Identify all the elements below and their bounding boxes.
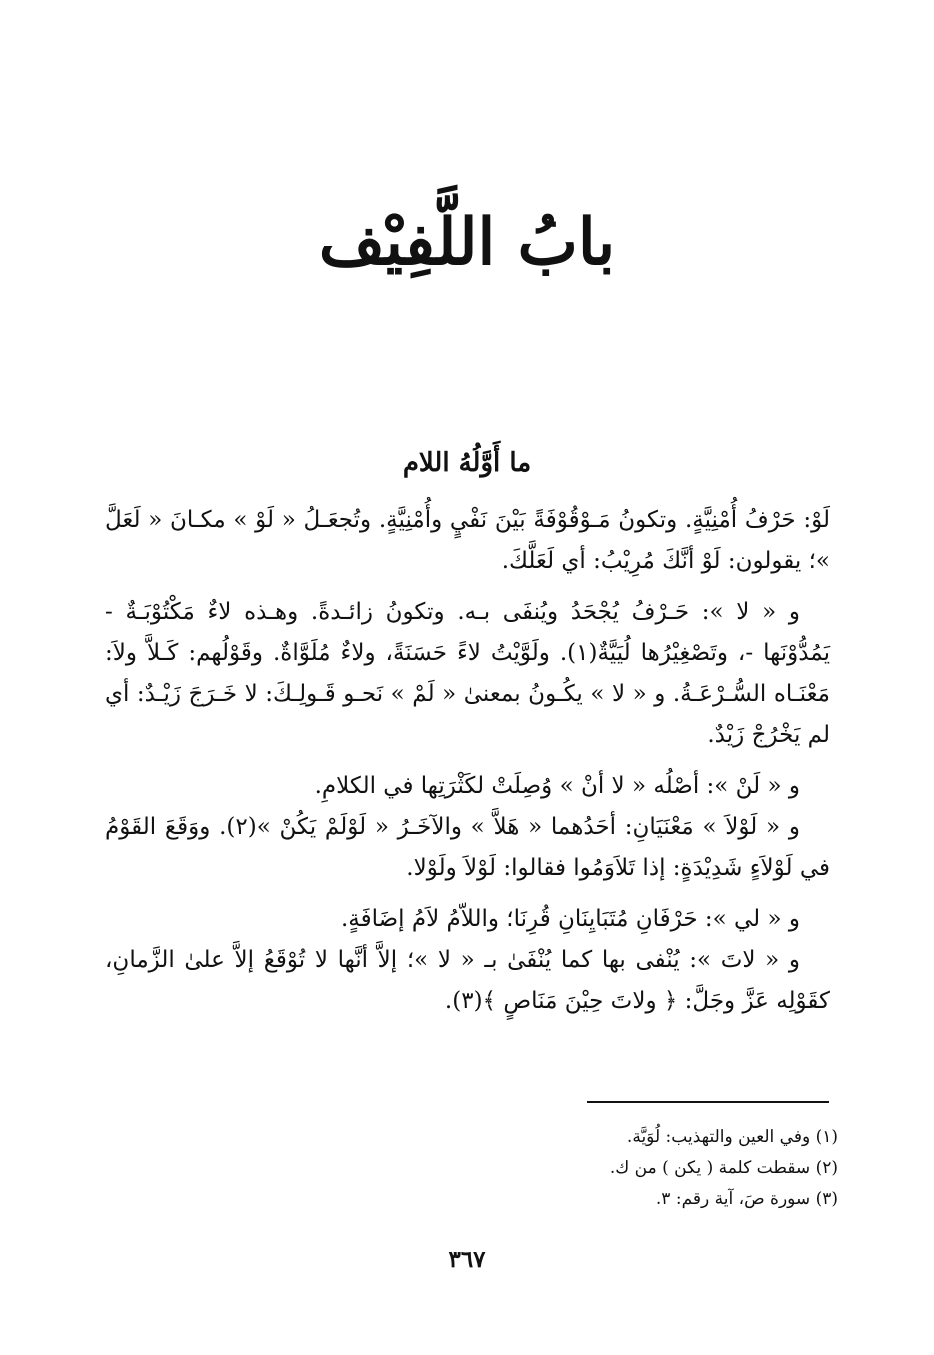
footnote-1: (١) وفي العين والتهذيب: لُوَيَّة.: [626, 1127, 838, 1147]
footnote-3: (٣) سورة صَ، آية رقم: ٣.: [655, 1189, 838, 1209]
footnotes: [338, 1122, 838, 1215]
paragraph-li: و « لي »: حَرْفَانِ مُتَبَايِنَانِ قُرِنَا؛ واللاّمُ لاَمُ إضَافَةٍ.: [340, 906, 800, 932]
paragraph-law: لَوْ: حَرْفُ أُمْنِيَّةٍ. وتكونُ مَـوْقُوْفَةً بَيْنَ نَفْيٍ وأُمْنِيَّةٍ. وتُجعَـلُ « لَوْ » مكـانَ « لَعَلَّ »؛ يقولون: لَوْ أنَّكَ مُرِيْبُ: أي لَعَلَّكَ.: [105, 507, 830, 574]
page-number: ٣٦٧: [448, 1246, 486, 1273]
footnote-2: (٢) سقطت كلمة ( يكن ) من ك.: [609, 1158, 838, 1178]
paragraph-lawla: و « لَوْلاَ » مَعْنَيَانِ: أحَدُهما « هَلاَّ » والآخَـرُ « لَوْلَمْ يَكُنْ »(٢). ووَقَعَ القَوْمُ في لَوْلاَءٍ شَدِيْدَةٍ: إذا تَلاَوَمُوا فقالوا: لَوْلاَ ولَوْلا.: [105, 814, 830, 881]
paragraph-lan: و « لَنْ »: أصْلُه « لا أنْ » وُصِلَتْ لكَثْرَتِها في الكلامِ.: [314, 773, 800, 799]
chapter-title: بابُ اللَّفِيْف: [318, 205, 616, 280]
paragraph-lata: و « لاتَ »: يُنْفى بها كما يُنْفَىٰ بـ « لا »؛ إلاَّ أنَّها لا تُوْقَعُ إلاَّ علىٰ الزَّمانِ، كقَوْلِه عَزَّ وجَلَّ: ﴿ ولاتَ حِيْنَ مَنَاصٍ ﴾(٣).: [105, 947, 830, 1014]
body-text: [105, 500, 830, 1022]
section-heading: ما أَوَّلُهُ اللام: [402, 448, 532, 478]
footnote-divider: [587, 1101, 829, 1103]
paragraph-la: و « لا »: حَـرْفُ يُجْحَدُ ويُنفَى بـه. وتكونُ زائـدةً. وهـذه لاءٌ مَكْتُوْبَـةٌ - يَمُدُّوْنَها -، وتَصْغِيْرُها لُيَيَّةٌ(١). ولَوَّيْتُ لاءً حَسَنَةً، ولاءٌ مُلَوَّاةٌ. وقَوْلُهم: كَـلاَّ ولاَ: مَعْنَـاه السُّـرْعَـةُ. و « لا » يكُـونُ بمعنىٰ « لَمْ » نَحـو قَـولِـكَ: لا خَـرَجَ زَيْـدٌ: أي لم يَخْرُجْ زَيْدٌ.: [105, 599, 830, 748]
